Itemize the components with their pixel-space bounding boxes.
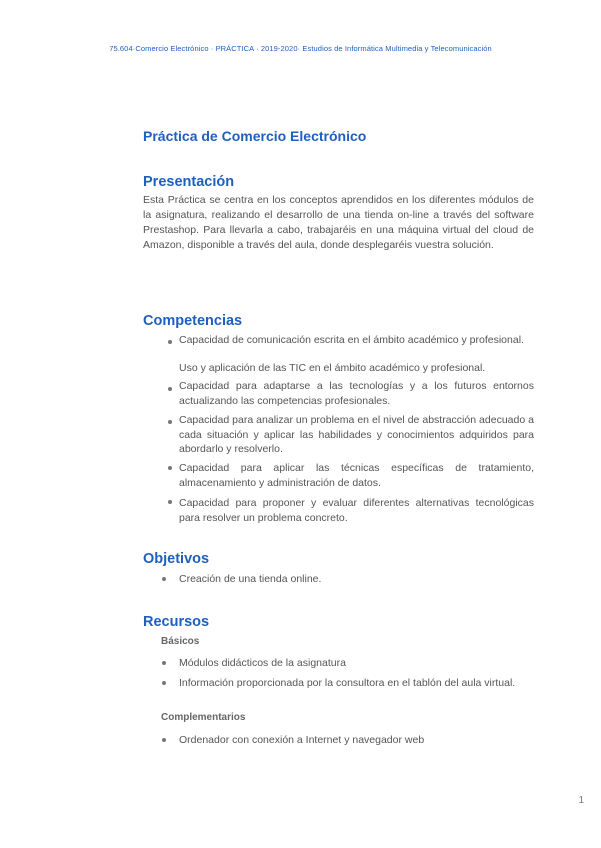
- bullet-icon: [168, 466, 172, 470]
- presentacion-text: Esta Práctica se centra en los conceptos aprendidos en los diferentes módulos de la asignatura, realizando el desarrollo de una tienda on-line a través del software Prestashop. Para llevarla a cabo, trabajaréis en una máquina virtual del cloud de Amazon, disponible a través del aula, donde desplegaréis vuestra solución.: [143, 194, 534, 251]
- competencia-item: Capacidad para proponer y evaluar diferentes alternativas tecnológicas para resolver un problema concreto.: [179, 497, 534, 524]
- objetivo-item: Creación de una tienda online.: [179, 573, 322, 585]
- competencia-item: Capacidad para aplicar las técnicas específicas de tratamiento, almacenamiento y administración de datos.: [179, 462, 534, 489]
- heading-recursos: Recursos: [143, 614, 210, 630]
- recurso-item: Ordenador con conexión a Internet y navegador web: [179, 734, 425, 746]
- bullet-icon: [168, 387, 172, 391]
- recursos-complementarios-label: Complementarios: [161, 712, 246, 723]
- recursos-basicos-label: Básicos: [161, 636, 200, 647]
- heading-objetivos: Objetivos: [143, 551, 210, 567]
- competencia-item: Capacidad de comunicación escrita en el ámbito académico y profesional.: [179, 334, 524, 346]
- competencia-item: Capacidad para analizar un problema en el nivel de abstracción adecuado a cada situación y aplicar las habilidades y conocimientos adquiridos para abordarlo y resolverlo.: [179, 414, 534, 455]
- bullet-icon: [162, 661, 166, 665]
- heading-presentacion: Presentación: [143, 174, 235, 190]
- page-header: 75.604·Comercio Electrónico · PRÁCTICA · 2019-2020· Estudios de Informática Multimedia y Telecomunicación: [109, 44, 492, 53]
- bullet-icon: [162, 577, 166, 581]
- heading-competencias: Competencias: [143, 313, 243, 329]
- bullet-icon: [162, 738, 166, 742]
- page-number: 1: [578, 795, 584, 806]
- recurso-item: Módulos didácticos de la asignatura: [179, 657, 346, 669]
- competencia-item: Uso y aplicación de las TIC en el ámbito académico y profesional.: [179, 362, 486, 374]
- bullet-icon: [162, 681, 166, 685]
- bullet-icon: [168, 500, 172, 504]
- document-title: Práctica de Comercio Electrónico: [143, 128, 367, 144]
- competencia-item: Capacidad para adaptarse a las tecnologías y a los futuros entornos actualizando las competencias profesionales.: [179, 380, 534, 407]
- bullet-icon: [168, 420, 172, 424]
- recurso-item: Información proporcionada por la consultora en el tablón del aula virtual.: [179, 677, 516, 689]
